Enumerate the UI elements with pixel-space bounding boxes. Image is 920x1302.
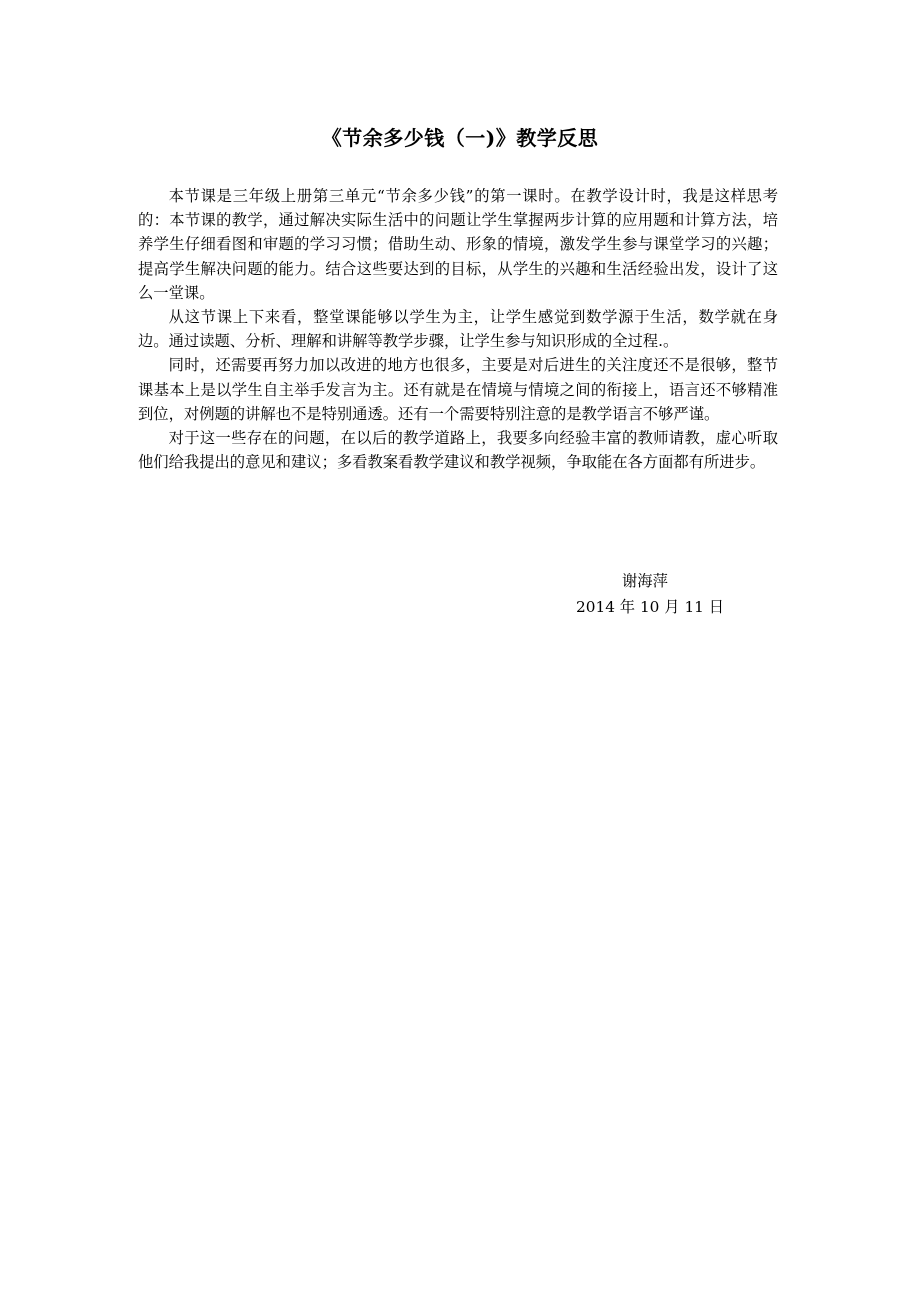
paragraph-4: 对于这一些存在的问题，在以后的教学道路上，我要多向经验丰富的教师请教，虚心听取他们给我提出的意见和建议；多看教案看教学建议和教学视频，争取能在各方面都有所进步。 <box>138 429 778 472</box>
paragraph-2: 从这节课上下来看，整堂课能够以学生为主，让学生感觉到数学源于生活，数学就在身边。通过读题、分析、理解和讲解等教学步骤，让学生参与知识形成的全过程.。 <box>138 308 778 351</box>
document-date: 2014 年 10 月 11 日 <box>576 598 725 616</box>
author-name: 谢海萍 <box>622 572 668 590</box>
document-title: 《节余多少钱（一)》教学反思 <box>321 126 599 150</box>
paragraph-1: 本节课是三年级上册第三单元“节余多少钱”的第一课时。在教学设计时，我是这样思考的：本节课的教学，通过解决实际生活中的问题让学生掌握两步计算的应用题和计算方法，培养学生仔细看图和审题的学习习惯；借助生动、形象的情境，激发学生参与课堂学习的兴趣；提高学生解决问题的能力。结合这些要达到的目标，从学生的兴趣和生活经验出发，设计了这么一堂课。 <box>138 187 778 302</box>
paragraph-3: 同时，还需要再努力加以改进的地方也很多，主要是对后进生的关注度还不是很够，整节课基本上是以学生自主举手发言为主。还有就是在情境与情境之间的衔接上，语言还不够精准到位，对例题的讲解也不是特别通透。还有一个需要特别注意的是教学语言不够严谨。 <box>138 356 778 423</box>
document-body <box>138 184 778 474</box>
